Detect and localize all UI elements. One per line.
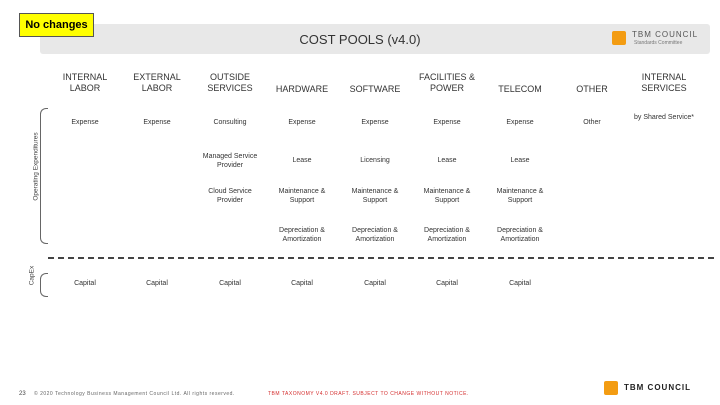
cell-row3-outside-services: Cloud Service Provider: [208, 188, 252, 204]
cell-capital-external-labor: Capital: [146, 280, 168, 287]
page-number: 23: [19, 391, 26, 397]
footer-logo: [604, 379, 710, 397]
opex-bracket: [40, 108, 48, 244]
cell-expense-internal-labor: Expense: [71, 119, 99, 126]
page-title: COST POOLS (v4.0): [299, 32, 421, 47]
draft-notice: TBM TAXONOMY V4.0 DRAFT. SUBJECT TO CHANGE WITHOUT NOTICE.: [268, 391, 469, 397]
cell-row3-software: Maintenance & Support: [351, 188, 399, 204]
opex-capex-divider: [48, 257, 714, 259]
capex-label: CapEx: [28, 265, 36, 286]
column-header-outside-services: OUTSIDE SERVICES: [207, 72, 253, 93]
cell-expense-software: Expense: [361, 119, 389, 126]
cell-expense-outside-services: Consulting: [213, 119, 247, 126]
capex-bracket: [40, 273, 48, 297]
cell-row4-hardware: Depreciation & Amortization: [279, 227, 325, 243]
column-header-other: OTHER: [576, 84, 608, 94]
cell-row4-facilities-power: Depreciation & Amortization: [424, 227, 470, 243]
column-header-hardware: HARDWARE: [275, 84, 329, 94]
cell-row2-facilities-power: Lease: [437, 157, 457, 164]
cell-expense-telecom: Expense: [506, 119, 534, 126]
column-header-telecom: TELECOM: [498, 84, 542, 94]
cell-capital-telecom: Capital: [509, 280, 531, 287]
column-header-software: SOFTWARE: [349, 84, 401, 94]
logo-mark-icon: [612, 31, 626, 45]
cell-expense-facilities-power: Expense: [433, 119, 461, 126]
cell-row4-telecom: Depreciation & Amortization: [497, 227, 543, 243]
copyright-text: © 2020 Technology Business Management Council Ltd. All rights reserved.: [34, 391, 235, 397]
tbm-council-logo: [612, 28, 702, 48]
cell-row2-outside-services: Managed Service Provider: [202, 153, 258, 169]
cell-capital-outside-services: Capital: [219, 280, 241, 287]
footer-logo-mark-icon: [604, 381, 618, 395]
column-header-facilities-power: FACILITIES & POWER: [418, 72, 476, 93]
column-header-external-labor: EXTERNAL LABOR: [133, 72, 181, 93]
column-header-internal-services: INTERNAL SERVICES: [641, 72, 687, 93]
cell-expense-internal-services: by Shared Service*: [634, 114, 694, 121]
cell-expense-external-labor: Expense: [143, 119, 171, 126]
footer-logo-name: TBM COUNCIL: [624, 383, 691, 392]
cell-row3-hardware: Maintenance & Support: [278, 188, 326, 204]
cell-expense-hardware: Expense: [288, 119, 316, 126]
cell-row2-hardware: Lease: [292, 157, 312, 164]
logo-name: TBM COUNCIL: [632, 30, 699, 39]
cell-capital-hardware: Capital: [291, 280, 313, 287]
cell-capital-internal-labor: Capital: [74, 280, 96, 287]
cell-expense-other: Other: [583, 119, 601, 126]
cell-row3-telecom: Maintenance & Support: [496, 188, 544, 204]
cell-row4-software: Depreciation & Amortization: [352, 227, 398, 243]
status-badge: No changes: [19, 13, 94, 37]
opex-label: Operating Expenditures: [32, 132, 40, 201]
cell-row2-telecom: Lease: [510, 157, 530, 164]
cell-capital-software: Capital: [364, 280, 386, 287]
column-header-internal-labor: INTERNAL LABOR: [62, 72, 108, 93]
cell-row3-facilities-power: Maintenance & Support: [423, 188, 471, 204]
cell-row2-software: Licensing: [360, 157, 390, 164]
logo-subtitle: Standards Committee: [634, 40, 683, 46]
cell-capital-facilities-power: Capital: [436, 280, 458, 287]
